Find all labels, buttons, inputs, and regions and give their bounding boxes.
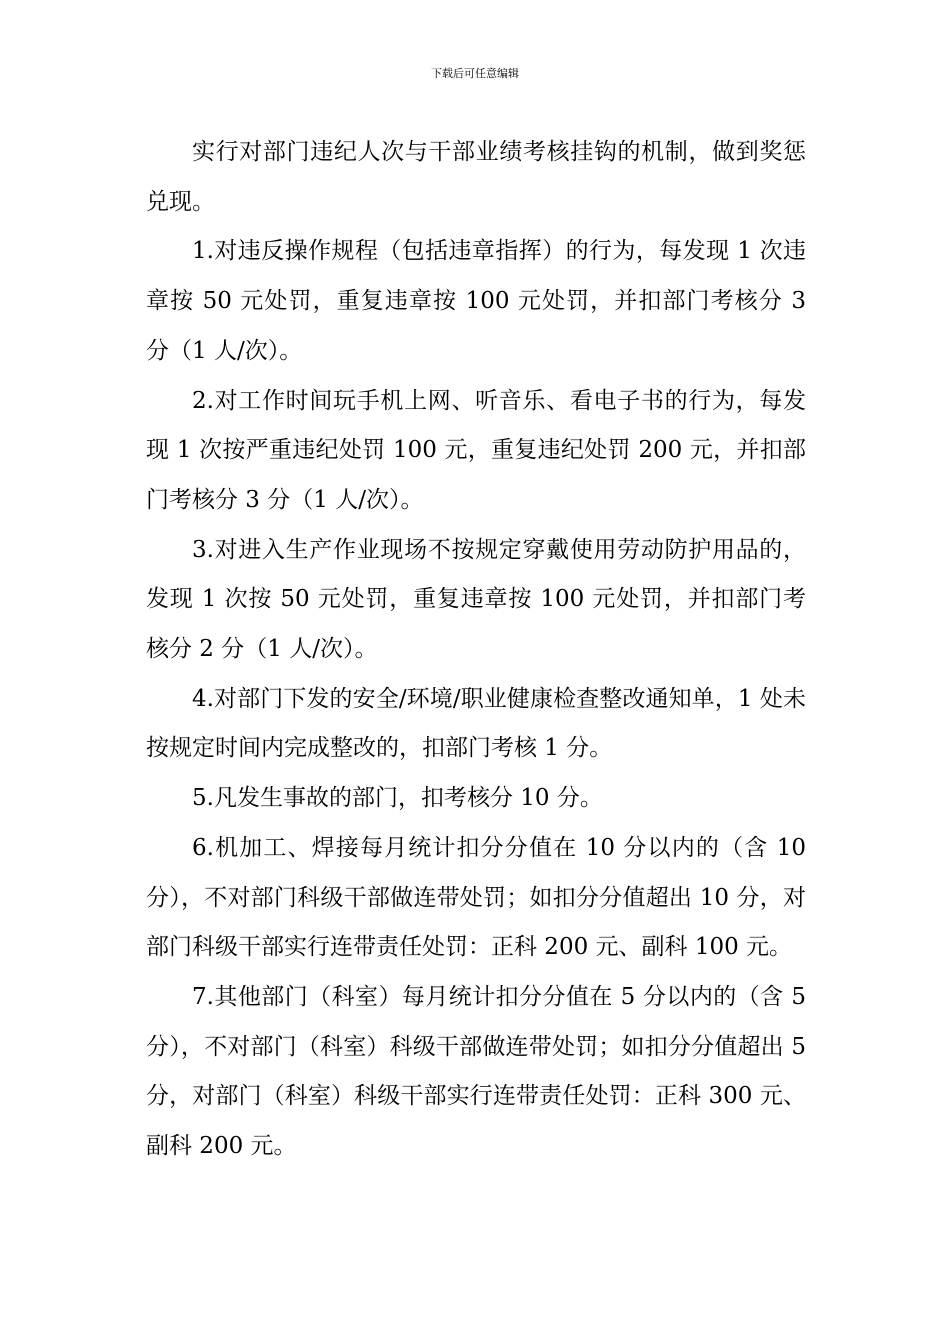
- paragraph-item-6: 6.机加工、焊接每月统计扣分分值在 10 分以内的（含 10 分），不对部门科级干部做连带处罚；如扣分分值超出 10 分，对部门科级干部实行连带责任处罚：正科 200 元、副科 100 元。: [146, 834, 806, 961]
- paragraph-item-3: 3.对进入生产作业现场不按规定穿戴使用劳动防护用品的，发现 1 次按 50 元处罚，重复违章按 100 元处罚，并扣部门考核分 2 分（1 人/次）。: [146, 536, 806, 663]
- paragraph-item-4: 4.对部门下发的安全/环境/职业健康检查整改通知单，1 处未按规定时间内完成整改的，扣部门考核 1 分。: [146, 685, 806, 762]
- paragraph-item-1: 1.对违反操作规程（包括违章指挥）的行为，每发现 1 次违章按 50 元处罚，重复违章按 100 元处罚，并扣部门考核分 3 分（1 人/次）。: [146, 238, 806, 364]
- document-body: [146, 128, 806, 1172]
- paragraph-intro: 实行对部门违纪人次与干部业绩考核挂钩的机制，做到奖惩兑现。: [146, 139, 806, 215]
- paragraph-item-5: 5.凡发生事故的部门，扣考核分 10 分。: [192, 785, 603, 812]
- page-header: 下载后可任意编辑: [431, 67, 519, 80]
- paragraph-item-2: 2.对工作时间玩手机上网、听音乐、看电子书的行为，每发现 1 次按严重违纪处罚 100 元，重复违纪处罚 200 元，并扣部门考核分 3 分（1 人/次）。: [146, 387, 806, 513]
- paragraph-item-7: 7.其他部门（科室）每月统计扣分分值在 5 分以内的（含 5 分），不对部门（科室）科级干部做连带处罚；如扣分分值超出 5 分，对部门（科室）科级干部实行连带责任处罚：正科 300 元、副科 200 元。: [146, 983, 806, 1160]
